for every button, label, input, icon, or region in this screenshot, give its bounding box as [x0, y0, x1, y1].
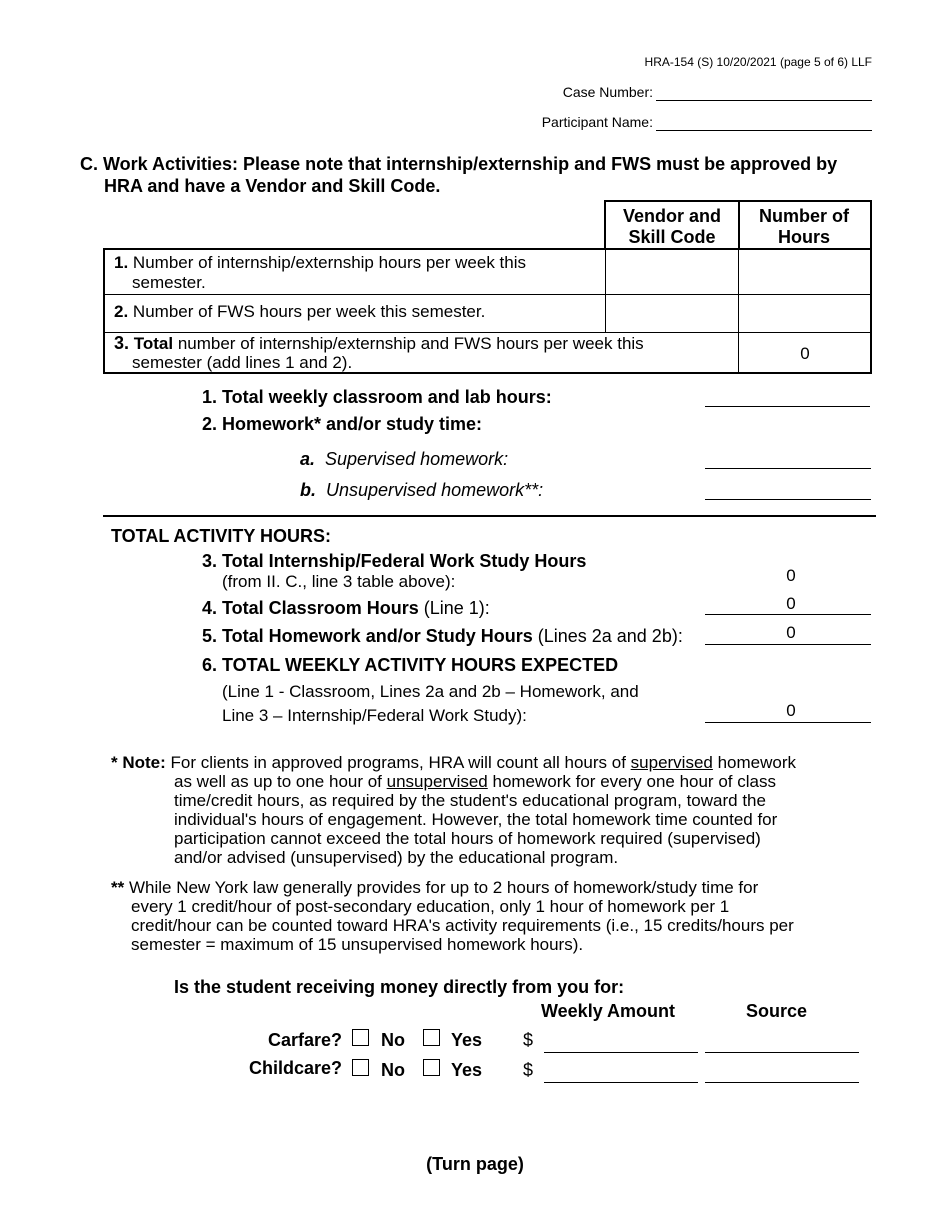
line2b-label [300, 480, 543, 501]
line4-label [202, 598, 490, 619]
note-2 [111, 878, 871, 954]
line3-value: 0 [786, 566, 796, 585]
line6-field[interactable] [705, 722, 871, 723]
note-2-line1 [111, 878, 871, 897]
line4-bold: 4. Total Classroom Hours [202, 598, 419, 618]
childcare-label: Childcare? [248, 1058, 342, 1078]
vendor-header-line1: Vendor and [622, 206, 721, 226]
carfare-source-field[interactable] [705, 1052, 859, 1053]
note-1 [111, 753, 871, 867]
form-id: HRA-154 (S) 10/20/2021 (page 5 of 6) LLF [644, 55, 872, 69]
row-3-hours-value: 0 [800, 344, 810, 363]
weekly-amount-header: Weekly Amount [541, 1001, 676, 1021]
row-3-number: 3. [114, 333, 130, 353]
childcare-currency: $ [523, 1060, 534, 1080]
section-c-title [80, 153, 837, 197]
section-c-title-line1: C. Work Activities: Please note that internship/externship and FWS must be approved by [80, 154, 838, 174]
line6-sub2: Line 3 – Internship/Federal Work Study): [222, 706, 527, 725]
childcare-no-checkbox[interactable] [352, 1059, 369, 1076]
line2a-label [300, 449, 508, 470]
line1-field[interactable] [705, 406, 870, 407]
line5-field[interactable] [705, 644, 871, 645]
row-2-text: Number of FWS hours per week this semester. [132, 302, 486, 321]
col-separator [605, 250, 606, 333]
row-3-text: number of internship/externship and FWS hours per week this [173, 334, 644, 353]
note-2-line3: credit/hour can be counted toward HRA's activity requirements (i.e., 15 credits/hours per [131, 916, 794, 935]
note-1-l2-a: as well as up to one hour of [174, 772, 387, 791]
source-header: Source [746, 1001, 808, 1021]
row-1-text-2: semester. [132, 273, 206, 292]
row-1-number: 1. [114, 253, 129, 272]
childcare-yes-label: Yes [451, 1060, 483, 1080]
carfare-yes-checkbox[interactable] [423, 1029, 440, 1046]
note-1-line3: time/credit hours, as required by the student's educational program, toward the [174, 791, 766, 810]
line2a-text: Supervised homework: [325, 449, 509, 469]
line2b-letter: b. [300, 480, 316, 500]
line5-label [202, 626, 683, 647]
carfare-yes-label: Yes [451, 1030, 483, 1050]
note-2-marker: ** [111, 878, 125, 897]
row-2-vendor-cell[interactable] [607, 296, 737, 331]
case-number-label: Case Number: [562, 84, 653, 100]
note-1-l2-b: homework for every one hour of class [487, 772, 776, 791]
line6-value: 0 [786, 701, 796, 720]
table-row-3-label [114, 334, 734, 372]
participant-name-label: Participant Name: [541, 114, 653, 130]
line2a-letter: a. [300, 449, 316, 469]
line4-value: 0 [786, 594, 796, 613]
money-question: Is the student receiving money directly from you for: [174, 977, 625, 997]
note-1-line4: individual's hours of engagement. However, the total homework time counted for [174, 810, 778, 829]
row-1-text: Number of internship/externship hours per week this [132, 253, 527, 272]
section-divider [103, 515, 876, 517]
line2-label: 2. Homework* and/or study time: [202, 414, 483, 434]
row-1-hours-cell[interactable] [740, 251, 870, 293]
line6-sub1: (Line 1 - Classroom, Lines 2a and 2b – Homework, and [222, 682, 639, 701]
participant-name-field[interactable] [656, 130, 872, 131]
carfare-label: Carfare? [267, 1030, 342, 1050]
note-1-line2 [111, 772, 871, 791]
line2b-text: Unsupervised homework**: [326, 480, 544, 500]
section-c-title-line2: HRA and have a Vendor and Skill Code. [104, 176, 441, 196]
note-1-text-a: For clients in approved programs, HRA will count all hours of [165, 753, 631, 772]
table-body-top [103, 248, 606, 250]
note-1-underlined-unsupervised: unsupervised [386, 772, 488, 791]
col-separator [738, 250, 739, 374]
line2a-field[interactable] [705, 468, 871, 469]
line1-label: 1. Total weekly classroom and lab hours: [202, 387, 552, 407]
line3-sub: (from II. C., line 3 table above): [222, 572, 456, 591]
hours-header-line2: Hours [777, 227, 830, 247]
hours-header-line1: Number of [759, 206, 849, 226]
row-separator [105, 294, 871, 295]
childcare-source-field[interactable] [705, 1082, 859, 1083]
line2b-field[interactable] [705, 499, 871, 500]
row-2-number: 2. [114, 302, 129, 321]
note-2-line4: semester = maximum of 15 unsupervised homework hours). [131, 935, 584, 954]
carfare-weekly-amount-field[interactable] [544, 1052, 698, 1053]
carfare-no-checkbox[interactable] [352, 1029, 369, 1046]
case-number-field[interactable] [656, 100, 872, 101]
table-row-1-label [114, 253, 594, 293]
line5-value: 0 [786, 623, 796, 642]
line4-rest: (Line 1): [418, 598, 490, 618]
line3-title: 3. Total Internship/Federal Work Study Hours [202, 551, 587, 571]
carfare-currency: $ [523, 1030, 534, 1050]
row-1-vendor-cell[interactable] [607, 251, 737, 293]
line5-bold: 5. Total Homework and/or Study Hours [202, 626, 533, 646]
line5-rest: (Lines 2a and 2b): [532, 626, 683, 646]
note-1-line1 [111, 753, 871, 772]
note-1-line5: participation cannot exceed the total hours of homework required (supervised) [174, 829, 761, 848]
total-activity-heading: TOTAL ACTIVITY HOURS: [111, 526, 332, 546]
note-1-text-b: homework [712, 753, 797, 772]
row-2-hours-cell[interactable] [740, 296, 870, 331]
row-3-bold: Total [133, 334, 174, 353]
row-3-text-2: semester (add lines 1 and 2). [132, 353, 353, 372]
line6-title: 6. TOTAL WEEKLY ACTIVITY HOURS EXPECTED [202, 655, 619, 675]
vendor-skill-header [604, 200, 740, 250]
childcare-yes-checkbox[interactable] [423, 1059, 440, 1076]
note-1-line6: and/or advised (unsupervised) by the educational program. [174, 848, 619, 867]
note-1-marker: * Note: [111, 753, 166, 772]
table-row-2-label [114, 302, 485, 322]
note-2-line2: every 1 credit/hour of post-secondary education, only 1 hour of homework per 1 [131, 897, 730, 916]
childcare-no-label: No [381, 1060, 405, 1080]
note-1-underlined-supervised: supervised [630, 753, 713, 772]
row-separator [105, 332, 871, 333]
note-2-text: While New York law generally provides for up to 2 hours of homework/study time for [124, 878, 759, 897]
childcare-weekly-amount-field[interactable] [544, 1082, 698, 1083]
turn-page: (Turn page) [426, 1154, 524, 1174]
line4-field[interactable] [705, 614, 871, 615]
hours-header [738, 200, 872, 250]
vendor-header-line2: Skill Code [628, 227, 716, 247]
carfare-no-label: No [381, 1030, 405, 1050]
